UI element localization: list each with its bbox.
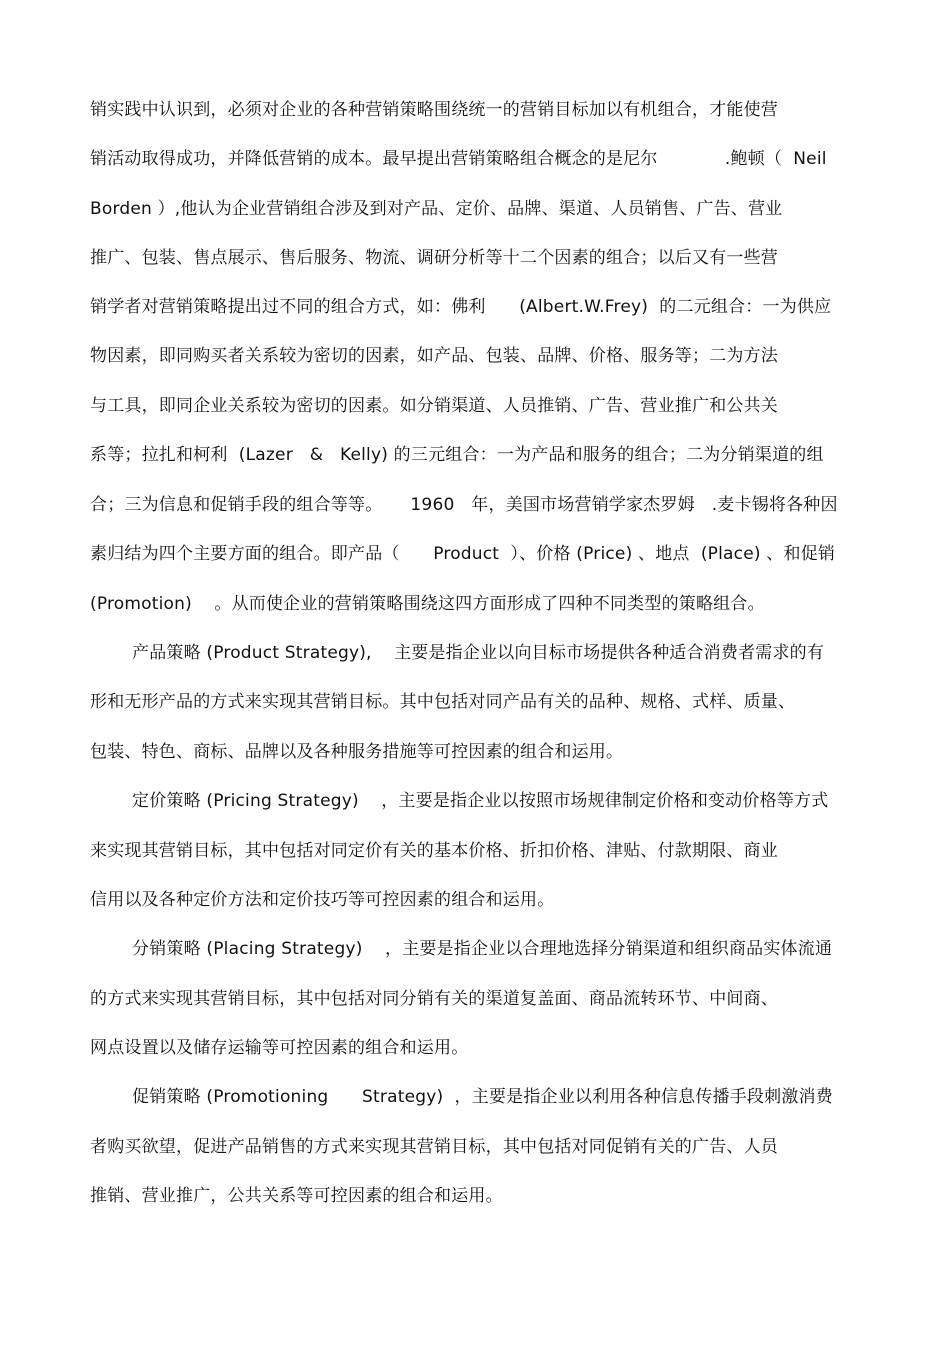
text-line: 包装、特色、商标、品牌以及各种服务措施等可控因素的组合和运用。 <box>90 742 624 762</box>
text-line: 网点设置以及储存运输等可控因素的组合和运用。 <box>90 1038 469 1058</box>
text-line: 销实践中认识到，必须对企业的各种营销策略围绕统一的营销目标加以有机组合，才能使营 <box>90 100 778 120</box>
text-line: 素归结为四个主要方面的组合。即产品（ Product ）、价格 (Price) 、地点 (Place) 、和促销 <box>90 544 836 564</box>
text-line: 来实现其营销目标，其中包括对同定价有关的基本价格、折扣价格、津贴、付款期限、商业 <box>90 841 778 861</box>
text-line: (Promotion) 。从而使企业的营销策略围绕这四方面形成了四种不同类型的策略组合。 <box>90 594 765 614</box>
text-line: 销活动取得成功，并降低营销的成本。最早提出营销策略组合概念的是尼尔 .鲍顿（ Neil <box>90 149 827 169</box>
text-line: 系等；拉扎和柯利 (Lazer & Kelly) 的三元组合：一为产品和服务的组合；二为分销渠道的组 <box>90 445 824 465</box>
text-line: 信用以及各种定价方法和定价技巧等可控因素的组合和运用。 <box>90 890 555 910</box>
text-line: 合；三为信息和促销手段的组合等等。 1960 年，美国市场营销学家杰罗姆 .麦卡锡将各种因 <box>90 495 838 515</box>
text-line: 促销策略 (Promotioning Strategy) ，主要是指企业以利用各种信息传播手段刺激消费 <box>132 1087 833 1107</box>
text-line: 者购买欲望，促进产品销售的方式来实现其营销目标，其中包括对同促销有关的广告、人员 <box>90 1137 778 1157</box>
text-line: 定价策略 (Pricing Strategy) ，主要是指企业以按照市场规律制定价格和变动价格等方式 <box>132 791 829 811</box>
text-line: 产品策略 (Product Strategy), 主要是指企业以向目标市场提供各种适合消费者需求的有 <box>132 643 825 663</box>
text-line: 的方式来实现其营销目标，其中包括对同分销有关的渠道复盖面、商品流转环节、中间商、 <box>90 989 778 1009</box>
text-line: 形和无形产品的方式来实现其营销目标。其中包括对同产品有关的品种、规格、式样、质量、 <box>90 692 796 712</box>
text-line: 物因素，即同购买者关系较为密切的因素，如产品、包装、品牌、价格、服务等；二为方法 <box>90 346 778 366</box>
text-line: 销学者对营销策略提出过不同的组合方式，如：佛利 (Albert.W.Frey) 的二元组合：一为供应 <box>90 297 832 317</box>
text-line: 与工具，即同企业关系较为密切的因素。如分销渠道、人员推销、广告、营业推广和公共关 <box>90 396 778 416</box>
text-line: 推广、包装、售点展示、售后服务、物流、调研分析等十二个因素的组合；以后又有一些营 <box>90 248 778 268</box>
text-line: 分销策略 (Placing Strategy) ，主要是指企业以合理地选择分销渠道和组织商品实体流通 <box>132 939 833 959</box>
text-line: Borden ）,他认为企业营销组合涉及到对产品、定价、品牌、渠道、人员销售、广告、营业 <box>90 199 783 219</box>
text-line: 推销、营业推广，公共关系等可控因素的组合和运用。 <box>90 1186 503 1206</box>
